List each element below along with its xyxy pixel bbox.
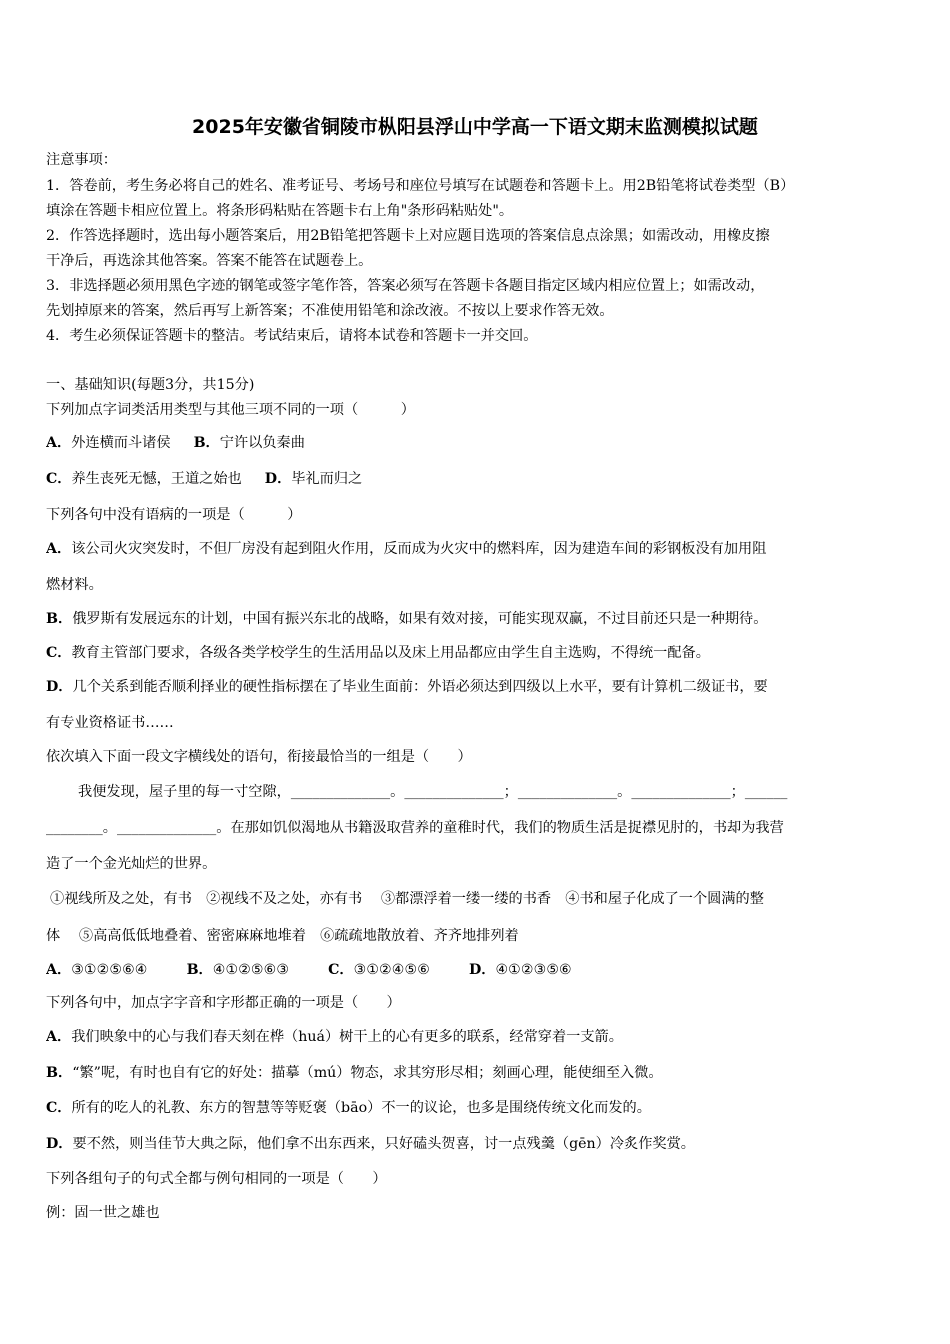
question-3-passage-line: ________。______________。在那如饥似渴地从书籍汲取营养的童稚时代，我们的物质生活是捉襟见肘的，书却为我营 [46,820,784,836]
option-a-label: A． [46,541,72,557]
question-3-stem: 依次填入下面一段文字横线处的语句，衔接最恰当的一组是（ ） [46,749,472,765]
question-2-option-d-cont: 有专业资格证书…… [46,715,174,731]
option-c-label: C． [46,471,72,487]
option-d-text: 毕礼而归之 [291,471,363,487]
option-c-text: ③①②④⑤⑥ [353,962,430,978]
option-b-label: B． [46,611,73,627]
notice-line: 1．答卷前，考生务必将自己的姓名、准考证号、考场号和座位号填写在试题卷和答题卡上。用2B铅笔将试卷类型（B） [46,178,795,194]
question-2-option-a [46,539,906,559]
question-3-passage-line: 造了一个金光灿烂的世界。 [46,856,217,872]
notice-line: 3．非选择题必须用黑色字迹的钢笔或签字笔作答，答案必须写在答题卡各题目指定区域内相应位置上；如需改动， [46,278,765,294]
question-5-stem: 下列各组句子的句式全都与例句相同的一项是（ ） [46,1171,387,1187]
option-d-label: D． [46,1136,73,1152]
option-a-label: A． [46,435,72,451]
question-3-sentences: ①视线所及之处，有书 ②视线不及之处，亦有书 ③都漂浮着一缕一缕的书香 ④书和屋子化成了一个圆满的整 [50,891,764,907]
question-1-options-row-2 [46,469,906,489]
notice-line: 2．作答选择题时，选出每小题答案后，用2B铅笔把答题卡上对应题目选项的答案信息点涂黑；如需改动，用橡皮擦 [46,228,770,244]
option-c-text: 所有的吃人的礼教、东方的智慧等等贬褒（bāo）不一的议论，也多是围绕传统文化而发的。 [71,1100,651,1116]
option-a-text: 该公司火灾突发时，不但厂房没有起到阻火作用，反而成为火灾中的燃料库，因为建造车间的彩钢板没有加用阻 [71,541,767,557]
notice-line: 填涂在答题卡相应位置上。将条形码粘贴在答题卡右上角"条形码粘贴处"。 [46,203,514,219]
option-c-label: C． [328,962,354,978]
option-b-label: B． [193,435,220,451]
option-c-label: C． [46,1100,72,1116]
question-2-stem: 下列各句中没有语病的一项是（ ） [46,507,302,523]
option-b-text: ④①②⑤⑥③ [212,962,290,978]
option-a-text: 我们映象中的心与我们春天刻在桦（huá）树干上的心有更多的联系，经常穿着一支箭。 [71,1029,623,1045]
option-c-text: 教育主管部门要求，各级各类学校学生的生活用品以及床上用品都应由学生自主选购，不得统一配备。 [71,645,710,661]
option-d-label: D． [264,471,292,487]
option-d-label: D． [468,962,496,978]
question-2-option-d [46,677,906,697]
option-a-label: A． [46,1029,72,1045]
notice-line: 干净后，再选涂其他答案。答案不能答在试题卷上。 [46,253,373,269]
question-4-option-a [46,1027,906,1047]
option-c-text: 养生丧死无憾，王道之始也 [71,471,242,487]
question-1-stem: 下列加点字词类活用类型与其他三项不同的一项（ ） [46,402,415,418]
question-2-option-b [46,609,906,629]
option-b-text: 宁许以负秦曲 [219,435,305,451]
option-b-label: B． [46,1065,73,1081]
option-a-text: ③①②⑤⑥④ [71,962,148,978]
question-4-option-d [46,1134,906,1154]
question-3-options [46,960,906,980]
notice-heading: 注意事项： [46,152,117,168]
question-5-example: 例：固一世之雄也 [46,1205,160,1221]
question-1-options-row-1 [46,433,906,453]
notice-line: 4．考生必须保证答题卡的整洁。考试结束后，请将本试卷和答题卡一并交回。 [46,328,538,344]
question-2-option-a-cont: 燃材料。 [46,577,103,593]
question-4-option-b [46,1063,906,1083]
page-title: 2025年安徽省铜陵市枞阳县浮山中学高一下语文期末监测模拟试题 [192,116,758,138]
question-2-option-c [46,643,906,663]
option-b-text: “繁”呢，有时也自有它的好处：描摹（mú）物态，求其穷形尽相；刻画心理，能使细至入微。 [72,1065,663,1081]
option-d-label: D． [46,679,73,695]
question-3-passage-line: 我便发现，屋子里的每一寸空隙，______________。______________；______________。______________；______ [78,784,788,800]
question-4-option-c [46,1098,906,1118]
question-4-stem: 下列各句中，加点字字音和字形都正确的一项是（ ） [46,995,401,1011]
option-c-label: C． [46,645,72,661]
option-d-text: ④①②③⑤⑥ [495,962,572,978]
option-b-text: 俄罗斯有发展远东的计划，中国有振兴东北的战略，如果有效对接，可能实现双赢，不过目前还只是一种期待。 [72,611,768,627]
option-a-text: 外连横而斗诸侯 [71,435,171,451]
notice-line: 先划掉原来的答案，然后再写上新答案；不准使用铅笔和涂改液。不按以上要求作答无效。 [46,303,614,319]
option-a-label: A． [46,962,72,978]
question-3-sentences-cont: 体 ⑤高高低低地叠着、密密麻麻地堆着 ⑥疏疏地散放着、齐齐地排列着 [46,928,519,944]
section-heading: 一、基础知识(每题3分，共15分) [46,377,255,393]
option-b-label: B． [186,962,213,978]
option-d-text: 几个关系到能否顺利择业的硬性指标摆在了毕业生面前：外语必须达到四级以上水平，要有计算机二级证书，要 [72,679,768,695]
option-d-text: 要不然，则当佳节大典之际，他们拿不出东西来，只好磕头贺喜，讨一点残羹（gēn）冷炙作奖赏。 [72,1136,695,1152]
